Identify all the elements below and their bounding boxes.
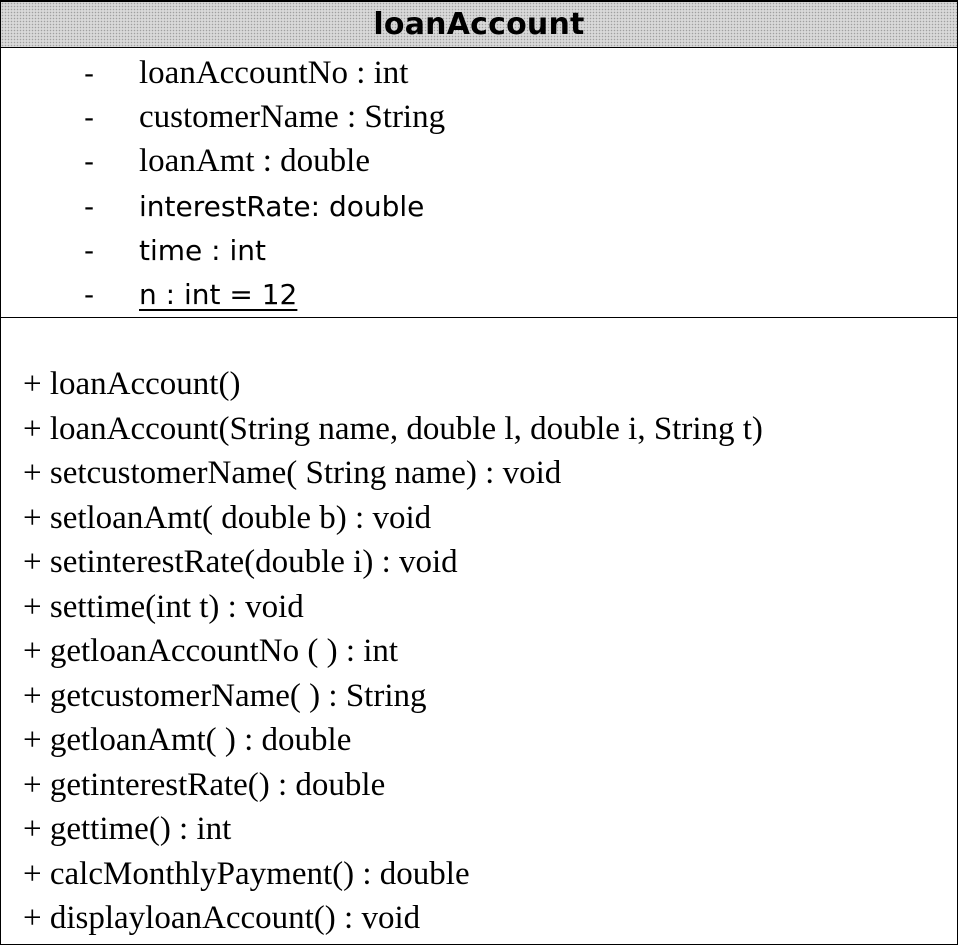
visibility-marker: - [84, 56, 95, 90]
visibility-marker: - [84, 233, 95, 267]
attribute-text: time : int [139, 233, 266, 267]
method-row: + setinterestRate(double i) : void [23, 543, 458, 580]
method-row: + loanAccount(String name, double l, double i, String t) [23, 410, 763, 447]
method-row: + getloanAccountNo ( ) : int [23, 632, 399, 669]
method-row: + setloanAmt( double b) : void [23, 499, 432, 536]
visibility-marker: - [84, 144, 95, 178]
method-row: + loanAccount() [23, 365, 241, 402]
visibility-marker: - [84, 277, 95, 311]
method-row: + displayloanAccount() : void [23, 899, 421, 936]
method-row: + settime(int t) : void [23, 588, 304, 625]
method-row: + getcustomerName( ) : String [23, 677, 427, 714]
attribute-text: interestRate: double [139, 189, 425, 223]
class-name: loanAccount [373, 7, 585, 42]
attribute-text: loanAccountNo : int [139, 54, 409, 91]
method-row: + gettime() : int [23, 810, 232, 847]
visibility-marker: - [84, 100, 95, 134]
method-row: + getloanAmt( ) : double [23, 721, 352, 758]
static-attribute-text: n : int = 12 [139, 277, 298, 311]
methods-section [1, 318, 957, 946]
visibility-marker: - [84, 189, 95, 223]
attribute-text: loanAmt : double [139, 142, 370, 179]
method-row: + getinterestRate() : double [23, 766, 386, 803]
attributes-section [1, 48, 957, 318]
attribute-text: customerName : String [139, 98, 446, 135]
method-row: + calcMonthlyPayment() : double [23, 855, 470, 892]
class-header [1, 2, 957, 48]
method-row: + setcustomerName( String name) : void [23, 454, 562, 491]
